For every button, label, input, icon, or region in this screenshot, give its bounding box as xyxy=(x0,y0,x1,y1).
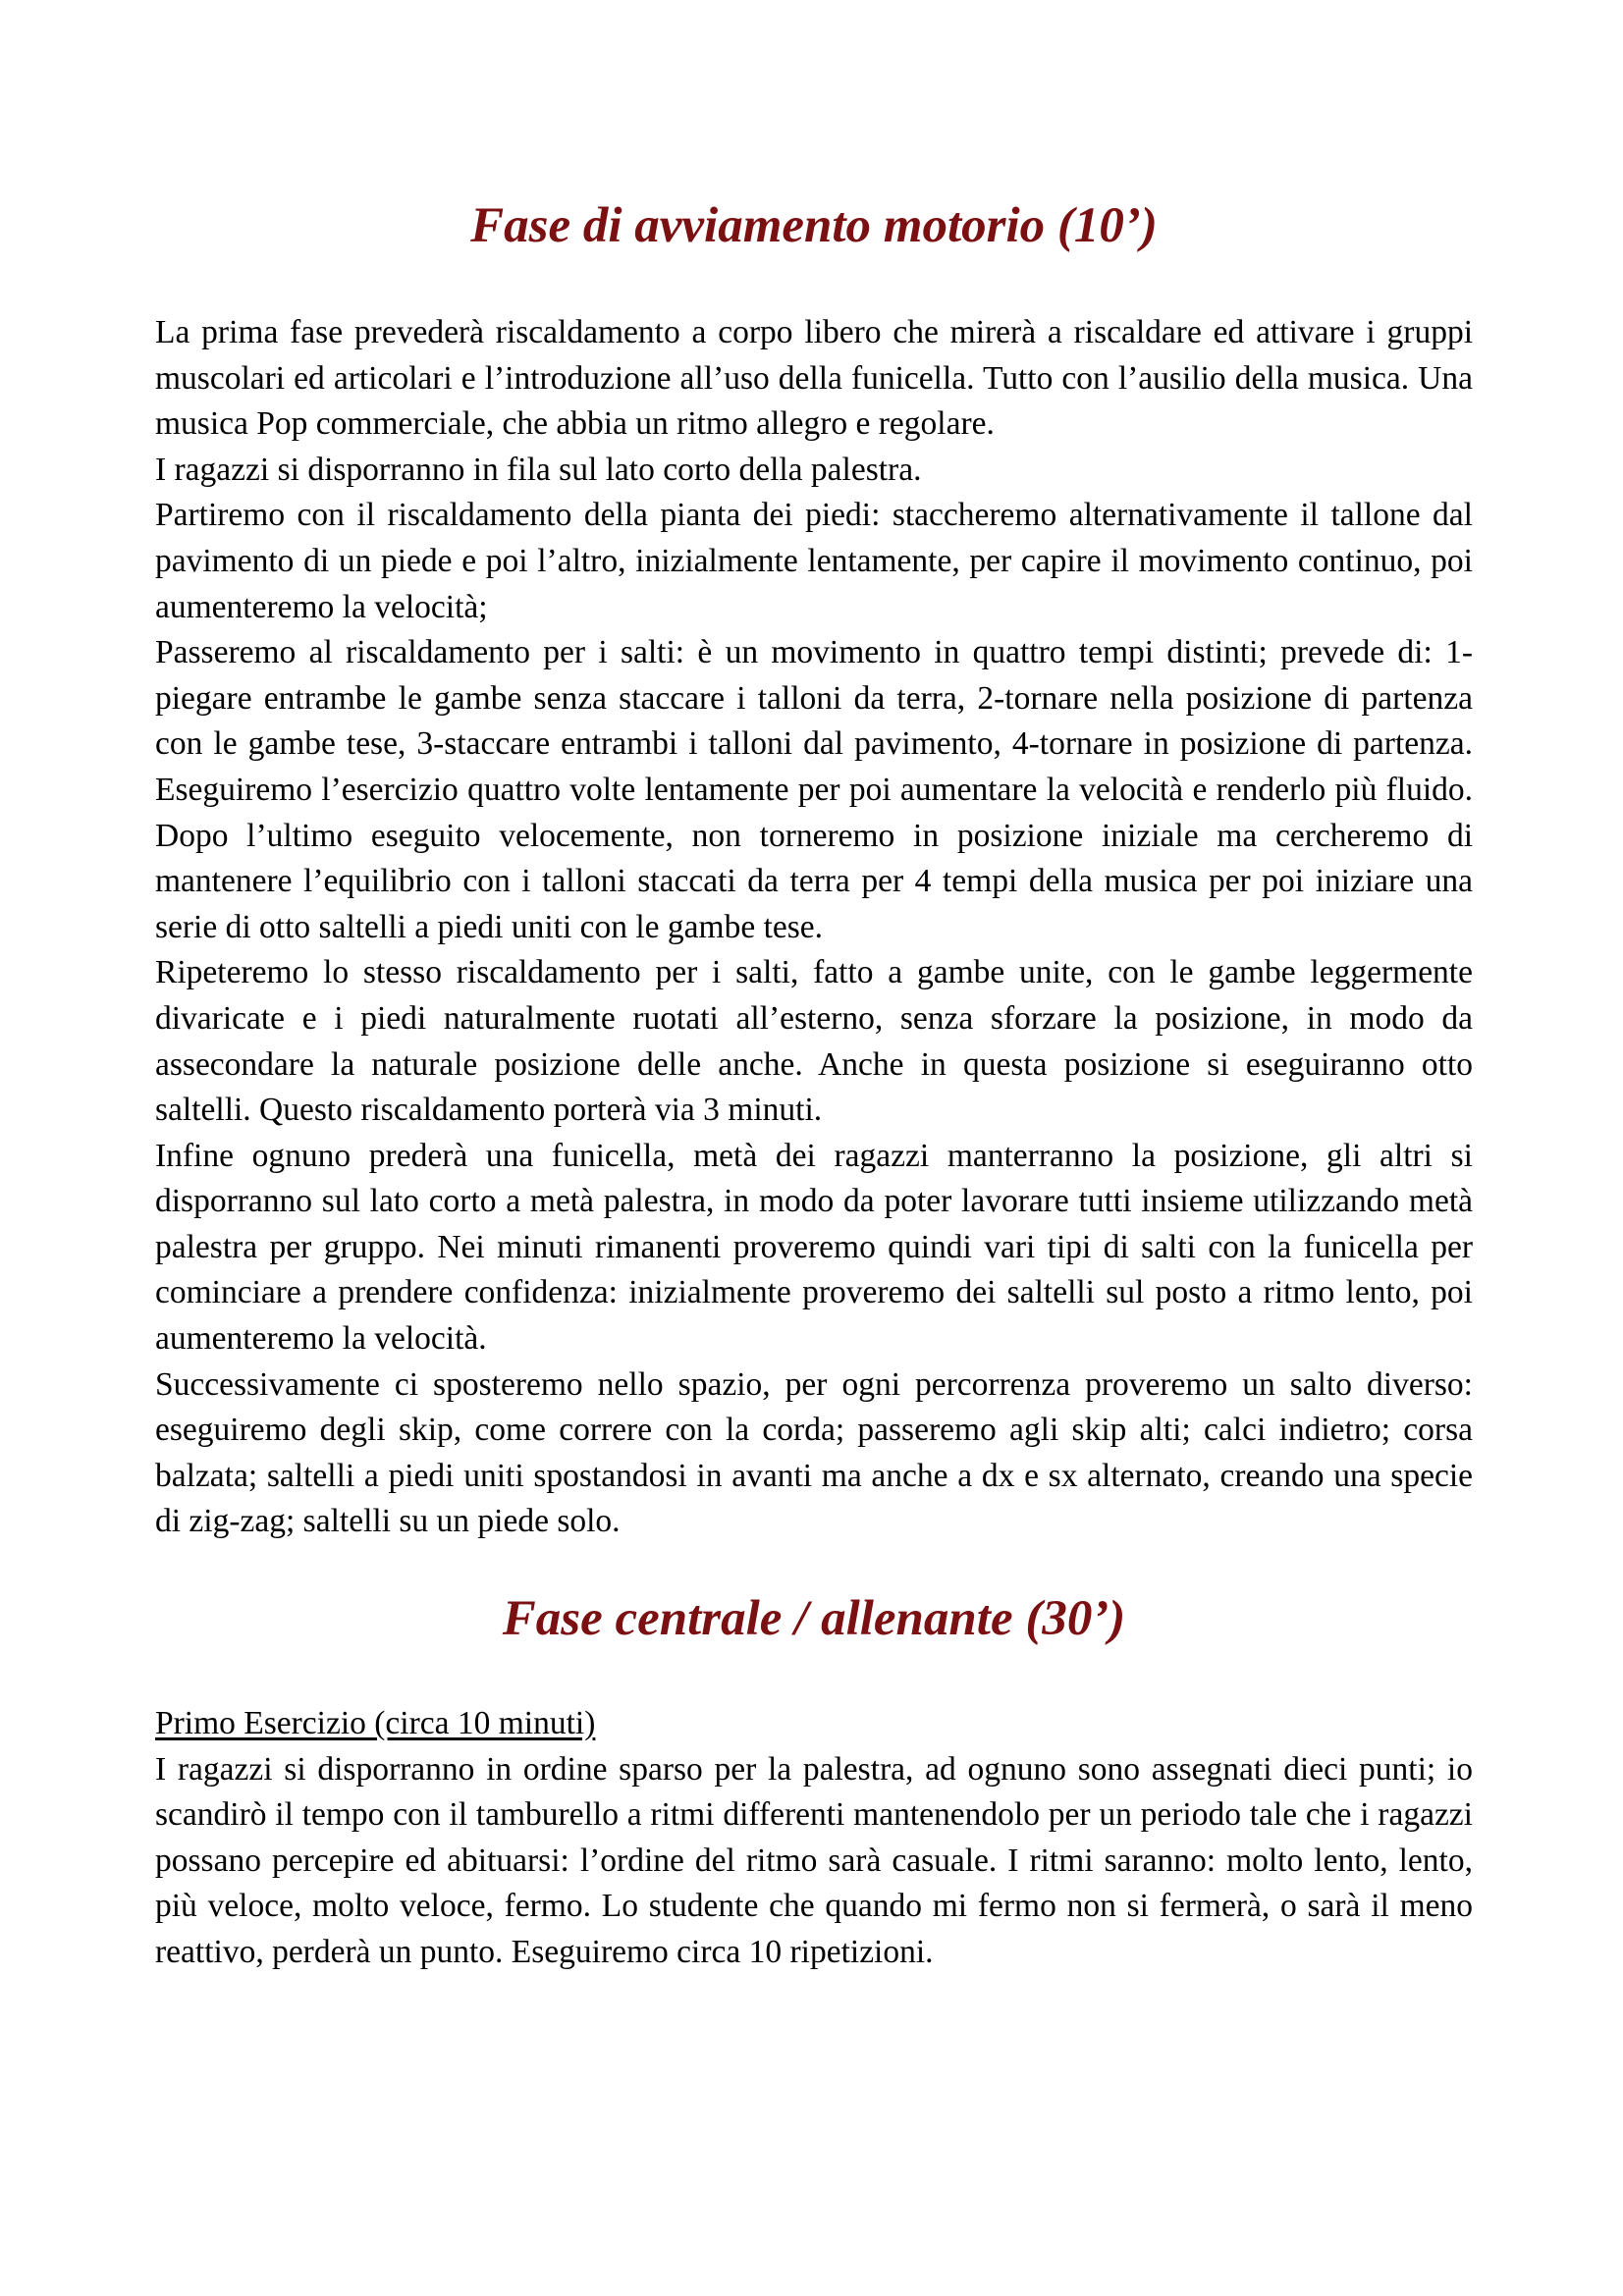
paragraph: La prima fase prevederà riscaldamento a corpo libero che mirerà a riscaldare ed attivare i gruppi muscolari ed articolari e l’introduzione all’uso della funicella. Tutto con l’ausilio della musica. Una musica Pop commerciale, che abbia un ritmo allegro e regolare. xyxy=(155,314,1473,443)
paragraph: Infine ognuno prederà una funicella, metà dei ragazzi manterranno la posizione, gli altri si disporranno sul lato corto a metà palestra, in modo da poter lavorare tutti insieme utilizzando metà palestra per gruppo. Nei minuti rimanenti proveremo quindi vari tipi di salti con la funicella per cominciare a prendere confidenza: inizialmente proveremo dei saltelli sul posto a ritmo lento, poi aumenteremo la velocità. xyxy=(155,1137,1473,1358)
section-title-avviamento: Fase di avviamento motorio (10’) xyxy=(470,198,1158,253)
page-content xyxy=(155,196,1473,1976)
paragraph: Passeremo al riscaldamento per i salti: è un movimento in quattro tempi distinti; prevede di: 1-piegare entrambe le gambe senza staccare i talloni da terra, 2-tornare nella posizione di partenza con le gambe tese, 3-staccare entrambi i talloni dal pavimento, 4-tornare in posizione di partenza. Eseguiremo l’esercizio quattro volte lentamente per poi aumentare la velocità e renderlo più fluido. Dopo l’ultimo eseguito velocemente, non torneremo in posizione iniziale ma cercheremo di mantenere l’equilibrio con i talloni staccati da terra per 4 tempi della musica per poi iniziare una serie di otto saltelli a piedi uniti con le gambe tese. xyxy=(155,634,1473,945)
paragraph: Successivamente ci sposteremo nello spazio, per ogni percorrenza proveremo un salto diverso: eseguiremo degli skip, come correre con la corda; passeremo agli skip alti; calci indietro; corsa balzata; saltelli a piedi uniti spostandosi in avanti ma anche a dx e sx alternato, creando una specie di zig-zag; saltelli su un piede solo. xyxy=(155,1365,1473,1540)
paragraph: I ragazzi si disporranno in ordine sparso per la palestra, ad ognuno sono assegnati dieci punti; io scandirò il tempo con il tamburello a ritmi differenti mantenendolo per un periodo tale che i ragazzi possano percepire ed abituarsi: l’ordine del ritmo sarà casuale. I ritmi saranno: molto lento, lento, più veloce, molto veloce, fermo. Lo studente che quando mi fermo non si fermerà, o sarà il meno reattivo, perderà un punto. Eseguiremo circa 10 ripetizioni. xyxy=(155,1750,1473,1970)
paragraph: I ragazzi si disporranno in fila sul lato corto della palestra. xyxy=(155,451,922,488)
paragraph: Partiremo con il riscaldamento della pianta dei piedi: staccheremo alternativamente il tallone dal pavimento di un piede e poi l’altro, inizialmente lentamente, per capire il movimento continuo, poi aumenteremo la velocità; xyxy=(155,497,1473,625)
exercise-subheading: Primo Esercizio (circa 10 minuti) xyxy=(155,1705,596,1742)
section-title-centrale: Fase centrale / allenante (30’) xyxy=(502,1591,1126,1647)
paragraph: Ripeteremo lo stesso riscaldamento per i salti, fatto a gambe unite, con le gambe leggermente divaricate e i piedi naturalmente ruotati all’esterno, senza sforzare la posizione, in modo da assecondare la naturale posizione delle anche. Anche in questa posizione si eseguiranno otto saltelli. Questo riscaldamento porterà via 3 minuti. xyxy=(155,954,1473,1129)
